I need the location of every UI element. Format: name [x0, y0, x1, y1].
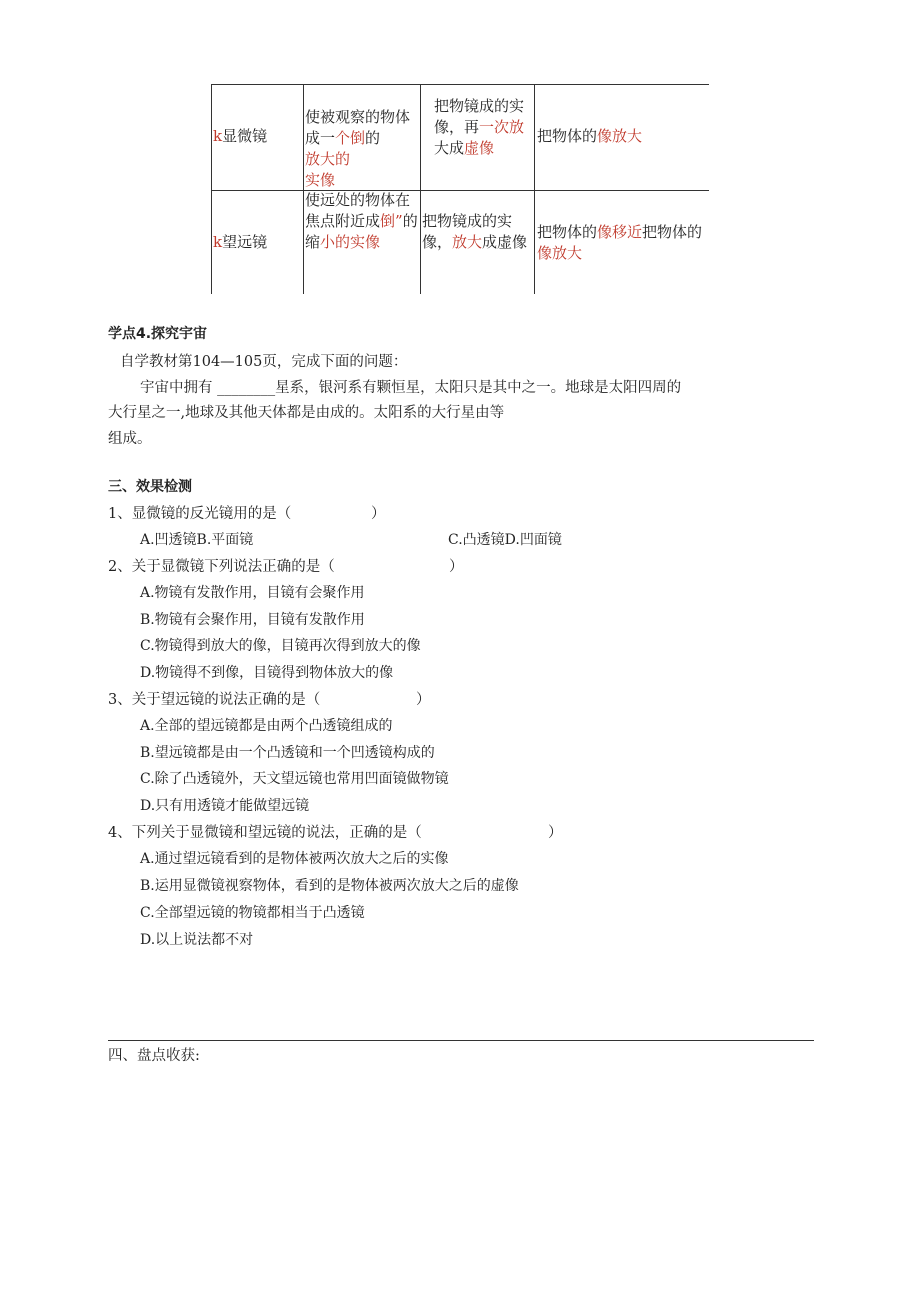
cell-text: 成虚像: [482, 233, 528, 251]
option: B.运用显微镜视察物体，看到的是物体被两次放大之后的虚像: [140, 878, 519, 894]
table-row-divider: [211, 190, 709, 191]
comparison-table: [211, 84, 709, 294]
table-top-border: [211, 84, 709, 85]
table-cell-function: [537, 222, 707, 264]
cell-text: 使远处的物体在焦点附近成: [305, 191, 411, 230]
option: C.全部望远镜的物镜都相当于凸透镜: [140, 905, 365, 921]
table-cell-imaging: [305, 107, 419, 191]
cell-text: 使被观察的物体成一: [305, 108, 411, 147]
cell-text: 像放大: [597, 127, 643, 145]
cell-text: 一次放: [479, 118, 525, 136]
cell-text: 放大的: [305, 150, 351, 168]
option: D.物镜得不到像，目镜得到物体放大的像: [140, 665, 394, 681]
cell-text: 实像: [305, 171, 336, 189]
question-3: [108, 688, 320, 709]
section-heading-summary: 四、盘点收获:: [108, 1048, 200, 1064]
cell-text: 的: [365, 129, 381, 147]
option: A.全部的望远镜都是由两个凸透镜组成的: [140, 718, 393, 734]
question-2: [108, 555, 335, 576]
answer-bracket-close: ）: [416, 692, 431, 708]
cell-text: 虚像: [464, 139, 495, 157]
instrument-name-microscope: 显微镜: [222, 127, 268, 145]
cell-text: 把物镜成的实像，: [422, 212, 513, 251]
option: C.除了凸透镜外，天文望远镜也常用凹面镜做物镜: [140, 771, 449, 787]
cell-text: 小的实像: [320, 233, 381, 251]
table-border-left: [211, 84, 212, 294]
instrument-name-telescope: 望远镜: [222, 233, 268, 251]
option: D.只有用透镜才能做望远镜: [140, 798, 310, 814]
answer-bracket-close: ）: [548, 825, 563, 841]
cell-text: 倒”: [380, 212, 403, 230]
cell-text: 把物体的: [537, 223, 598, 241]
cell-text: 放大: [452, 233, 483, 251]
cell-text: 把物体的: [537, 127, 598, 145]
option: C.凸透镜D.凹面镜: [448, 532, 562, 548]
cell-text: 个倒: [335, 129, 366, 147]
row-marker: k: [213, 127, 223, 145]
option: A.物镜有发散作用，目镜有会聚作用: [140, 585, 365, 601]
question-text: 1、显微镜的反光镜用的是（: [108, 506, 292, 522]
option: B.望远镜都是由一个凸透镜和一个凹透镜构成的: [140, 745, 435, 761]
cell-text: 大成: [434, 139, 465, 157]
cell-text: 像放大: [537, 244, 583, 262]
universe-text-line: 组成。: [108, 431, 152, 447]
question-1: [108, 502, 291, 523]
table-cell-name: [213, 126, 267, 147]
table-cell-imaging: [305, 190, 419, 253]
answer-bracket-close: ）: [449, 559, 464, 575]
universe-text-line: 宇宙中拥有 ________星系，银河系有颗恒星，太阳只是其中之一。地球是太阳四周的: [140, 380, 682, 396]
table-cell-name: [213, 232, 267, 253]
option: B.物镜有会聚作用，目镜有发散作用: [140, 612, 365, 628]
table-cell-eyepiece: [434, 96, 532, 159]
section-divider: [108, 1040, 814, 1041]
question-4: [108, 821, 422, 842]
cell-text: 像移近: [597, 223, 643, 241]
row-marker: k: [213, 233, 223, 251]
question-text: 4、下列关于显微镜和望远镜的说法，正确的是（: [108, 825, 422, 841]
cell-text: 把物体的: [642, 223, 703, 241]
section-heading-test: 三、效果检测: [108, 479, 192, 495]
section-heading-universe: 学点4.探究宇宙: [108, 326, 208, 342]
cell-text: 的缩: [305, 212, 418, 251]
table-cell-eyepiece: [422, 211, 533, 253]
option: A.凹透镜B.平面镜: [140, 532, 254, 548]
universe-text-line: 大行星之一,地球及其他天体都是由成的。太阳系的大行星由等: [108, 405, 505, 421]
option: C.物镜得到放大的像，目镜再次得到放大的像: [140, 638, 421, 654]
table-col-divider: [534, 84, 535, 294]
table-cell-function: [537, 126, 707, 147]
table-col-divider: [420, 84, 421, 294]
answer-bracket-close: ）: [371, 506, 386, 522]
question-text: 3、关于望远镜的说法正确的是（: [108, 692, 321, 708]
table-col-divider: [303, 84, 304, 294]
cell-text: 把物镜成的实像，再: [434, 97, 525, 136]
option: D.以上说法都不对: [140, 932, 254, 948]
question-text: 2、关于显微镜下列说法正确的是（: [108, 559, 335, 575]
option: A.通过望远镜看到的是物体被两次放大之后的实像: [140, 851, 449, 867]
self-study-intro: 自学教材第104—105页，完成下面的问题：: [120, 354, 408, 370]
